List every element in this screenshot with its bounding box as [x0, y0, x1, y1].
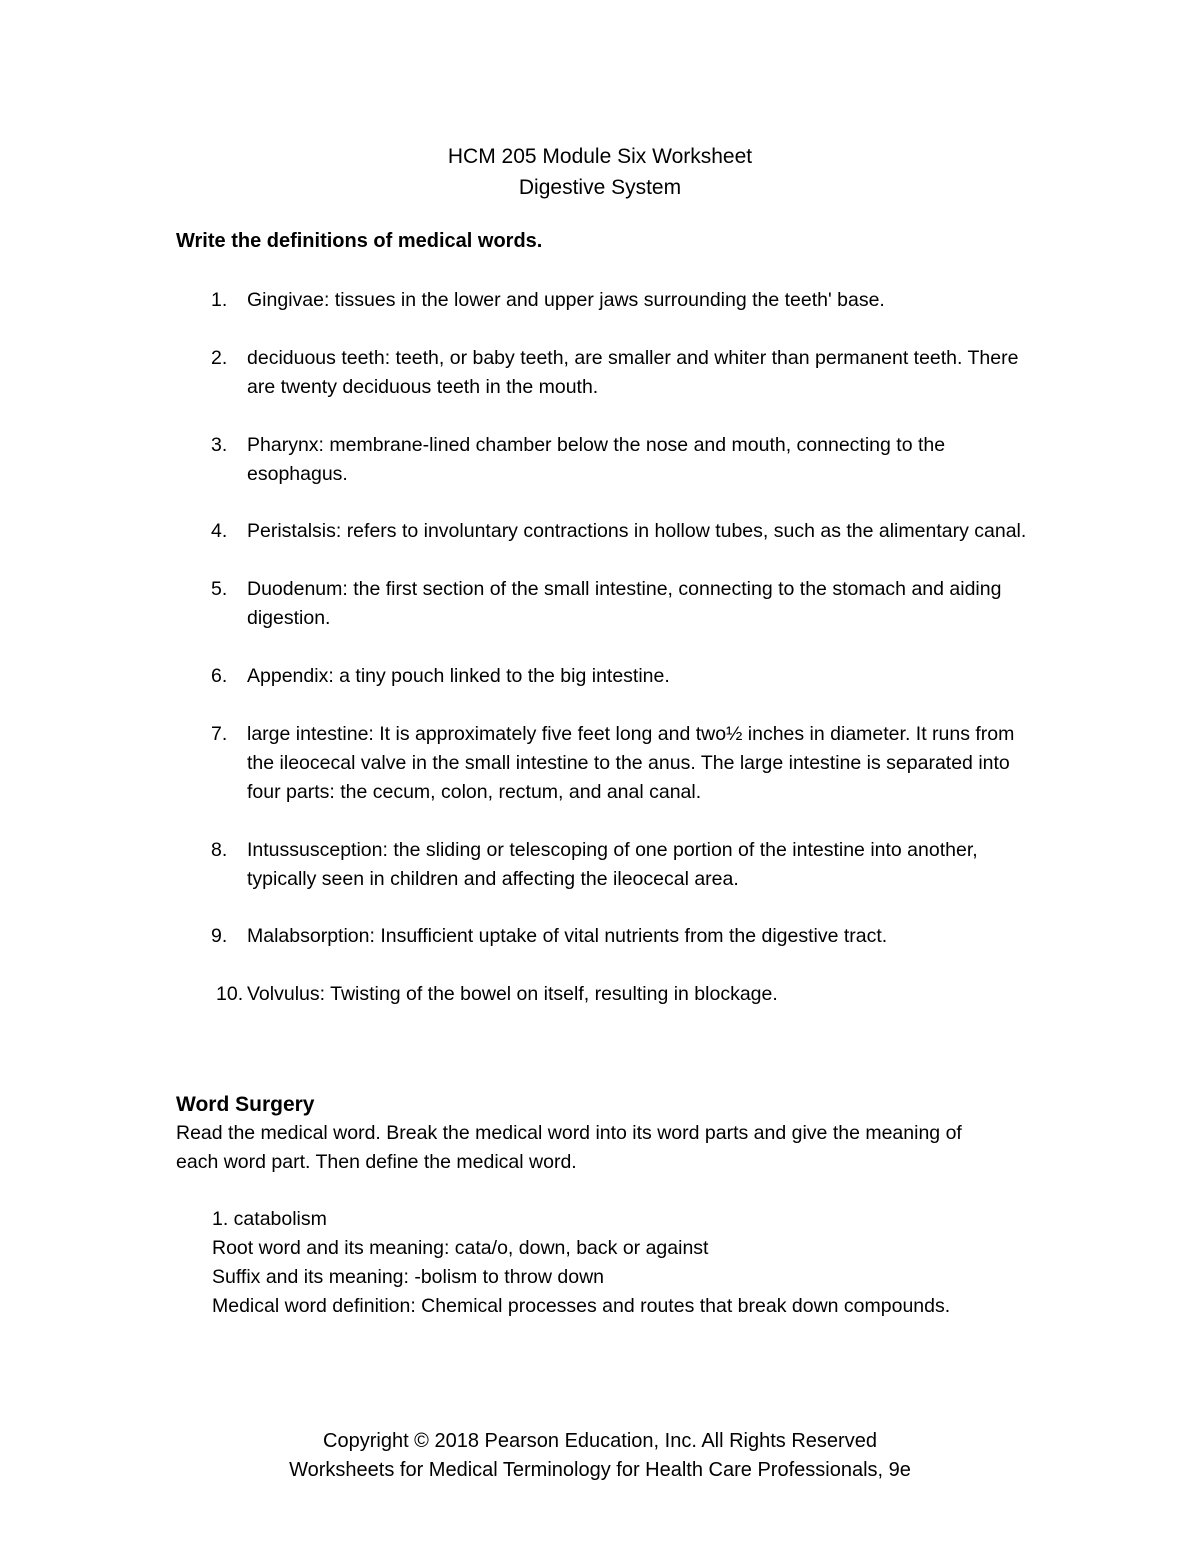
word-surgery-intro: Read the medical word. Break the medical word into its word parts and give the meaning of each word part. Then define the medical word.	[176, 1122, 962, 1173]
item-text: Appendix: a tiny pouch linked to the big intestine.	[247, 664, 670, 687]
page-title: HCM 205 Module Six Worksheet	[447, 145, 753, 168]
item-number: 2.	[211, 346, 228, 369]
list-item	[176, 836, 1036, 894]
word-surgery-entry	[212, 1205, 972, 1321]
page-footer	[0, 1427, 1200, 1485]
list-item	[176, 922, 1036, 951]
copyright-text: Copyright © 2018 Pearson Education, Inc. All Rights Reserved	[323, 1430, 877, 1452]
list-item	[176, 431, 1036, 489]
word-surgery-heading: Word Surgery	[176, 1093, 315, 1116]
item-number: 7.	[211, 722, 228, 745]
item-text: Duodenum: the first section of the small intestine, connecting to the stomach and aiding digestion.	[247, 578, 1002, 630]
definitions-list	[176, 286, 1036, 1038]
list-item	[176, 575, 1036, 633]
list-item	[176, 662, 1036, 691]
medical-word: 1. catabolism	[212, 1208, 327, 1230]
item-number: 8.	[211, 838, 228, 861]
page-subtitle: Digestive System	[518, 176, 682, 199]
item-text: Malabsorption: Insufficient uptake of vital nutrients from the digestive tract.	[247, 925, 888, 948]
definition-line: Medical word definition: Chemical processes and routes that break down compounds.	[212, 1295, 951, 1317]
item-text: Peristalsis: refers to involuntary contractions in hollow tubes, such as the alimentary canal.	[247, 520, 1027, 543]
item-text: Volvulus: Twisting of the bowel on itself, resulting in blockage.	[247, 983, 778, 1006]
item-number: 3.	[211, 433, 228, 456]
list-item	[176, 517, 1036, 546]
item-text: Intussusception: the sliding or telescoping of one portion of the intestine into another, typically seen in children and affecting the ileocecal area.	[247, 838, 978, 890]
item-text: Pharynx: membrane-lined chamber below the nose and mouth, connecting to the esophagus.	[247, 433, 946, 485]
root-word-line: Root word and its meaning: cata/o, down, back or against	[212, 1237, 709, 1259]
item-number: 4.	[211, 520, 228, 543]
item-number: 5.	[211, 578, 228, 601]
list-item	[176, 980, 1036, 1009]
list-item	[176, 344, 1036, 402]
item-text: Gingivae: tissues in the lower and upper jaws surrounding the teeth' base.	[247, 289, 885, 311]
definitions-instruction: Write the definitions of medical words.	[176, 230, 543, 252]
book-title-text: Worksheets for Medical Terminology for Health Care Professionals, 9e	[289, 1459, 911, 1481]
title-block	[0, 141, 1200, 203]
item-number: 6.	[211, 664, 228, 687]
item-text: large intestine: It is approximately five feet long and two½ inches in diameter. It runs from the ileocecal valve in the small intestine to the anus. The large intestine is separated into four parts: the cecum, colon, rectum, and anal canal.	[247, 722, 1015, 803]
list-item	[176, 286, 1036, 315]
item-number: 10.	[216, 983, 244, 1006]
suffix-line: Suffix and its meaning: -bolism to throw down	[212, 1266, 604, 1288]
item-number: 9.	[211, 925, 228, 948]
item-number: 1.	[211, 289, 228, 311]
item-text: deciduous teeth: teeth, or baby teeth, are smaller and whiter than permanent teeth. There are twenty deciduous teeth in the mouth.	[247, 346, 1019, 398]
list-item	[176, 720, 1036, 807]
